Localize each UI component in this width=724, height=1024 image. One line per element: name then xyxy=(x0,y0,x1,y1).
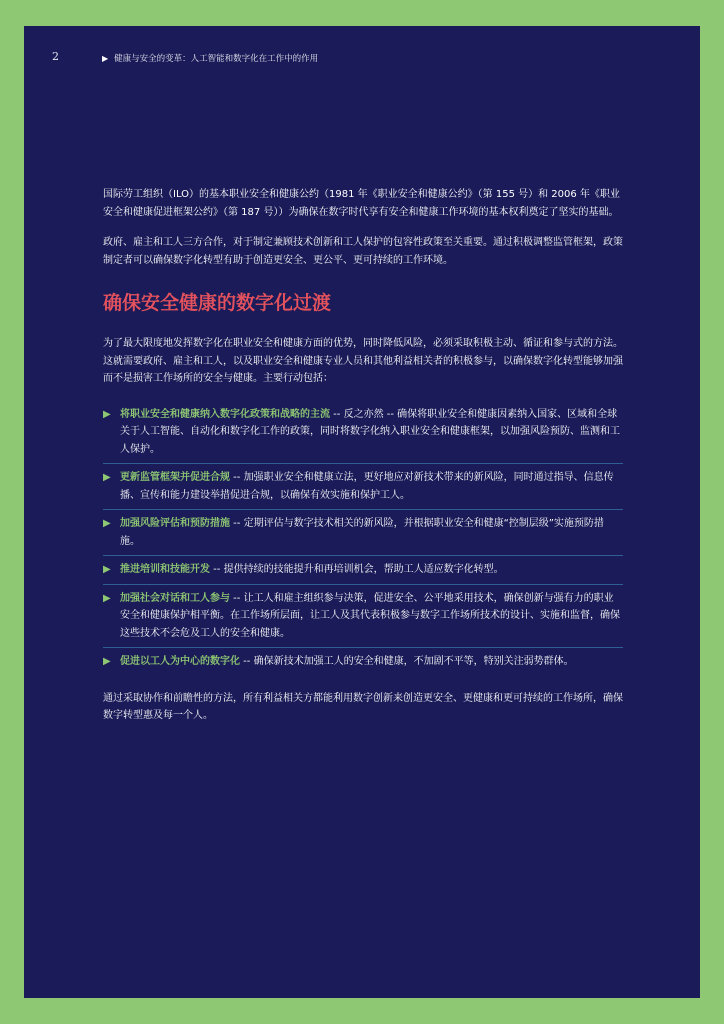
triangle-bullet-icon: ▶ xyxy=(103,564,111,575)
action-lead: 推进培训和技能开发 xyxy=(120,564,210,575)
triangle-bullet-icon: ▶ xyxy=(103,592,111,604)
action-text: -- 定期评估与数字技术相关的新风险，并根据职业安全和健康“控制层级”实施预防措施。 xyxy=(120,518,604,547)
running-header xyxy=(102,52,318,64)
action-item xyxy=(103,464,623,510)
action-text: -- 提供持续的技能提升和再培训机会，帮助工人适应数字化转型。 xyxy=(210,564,504,575)
action-lead: 将职业安全和健康纳入数字化政策和战略的主流 xyxy=(120,408,330,420)
action-item xyxy=(103,585,623,649)
action-lead: 加强社会对话和工人参与 xyxy=(120,592,230,604)
running-header-title: 健康与安全的变革：人工智能和数字化在工作中的作用 xyxy=(114,54,319,64)
action-item xyxy=(103,510,623,556)
document-page xyxy=(24,26,700,998)
intro-paragraph-2: 政府、雇主和工人三方合作，对于制定兼顾技术创新和工人保护的包容性政策至关重要。通过积极调整监管框架，政策制定者可以确保数字化转型有助于创造更安全、更公平、更可持续的工作环境。 xyxy=(103,237,623,266)
triangle-bullet-icon: ▶ xyxy=(103,408,111,420)
triangle-bullet-icon: ▶ xyxy=(102,54,109,63)
action-item xyxy=(103,556,623,585)
action-lead: 更新监管框架并促进合规 xyxy=(120,472,230,483)
section-title: 确保安全健康的数字化过渡 xyxy=(103,292,332,314)
action-item xyxy=(103,648,623,676)
action-list xyxy=(103,401,623,676)
action-lead: 促进以工人为中心的数字化 xyxy=(120,656,240,667)
intro-paragraph-1: 国际劳工组织（ILO）的基本职业安全和健康公约（1981 年《职业安全和健康公约》（第 155 号）和 2006 年《职业安全和健康促进框架公约》（第 187 号））为确保在数字时代享有安全和健康工作环境的基本权利奠定了坚实的基础。 xyxy=(103,189,620,218)
action-lead: 加强风险评估和预防措施 xyxy=(120,518,230,529)
triangle-bullet-icon: ▶ xyxy=(103,518,111,529)
action-text: -- 让工人和雇主组织参与决策，促进安全、公平地采用技术，确保创新与强有力的职业安全和健康保护相平衡。在工作场所层面，让工人及其代表积极参与数字工作场所技术的设计、实施和监督，确保这些技术不会危及工人的安全和健康。 xyxy=(120,592,620,639)
triangle-bullet-icon: ▶ xyxy=(103,656,111,667)
action-text: -- 加强职业安全和健康立法，更好地应对新技术带来的新风险，同时通过指导、信息传播、宣传和能力建设举措促进合规，以确保有效实施和保护工人。 xyxy=(120,472,614,501)
page-number: 2 xyxy=(52,50,59,63)
action-text: -- 反之亦然 -- 确保将职业安全和健康因素纳入国家、区域和全球关于人工智能、自动化和数字化工作的政策，同时将数字化纳入职业安全和健康框架，以加强风险预防、监测和工人保护。 xyxy=(120,408,620,455)
closing-paragraph: 通过采取协作和前瞻性的方法，所有利益相关方都能利用数字创新来创造更安全、更健康和更可持续的工作场所，确保数字转型惠及每一个人。 xyxy=(103,692,623,721)
triangle-bullet-icon: ▶ xyxy=(103,472,111,483)
action-text: -- 确保新技术加强工人的安全和健康，不加剧不平等，特别关注弱势群体。 xyxy=(240,656,574,667)
body-text xyxy=(103,186,623,738)
section-lead-paragraph: 为了最大限度地发挥数字化在职业安全和健康方面的优势，同时降低风险，必须采取积极主动、循证和参与式的方法。这就需要政府、雇主和工人，以及职业安全和健康专业人员和其他利益相关者的积极参与，以确保数字化转型能够加强而不是损害工作场所的安全与健康。主要行动包括： xyxy=(103,338,623,384)
action-item xyxy=(103,401,623,465)
